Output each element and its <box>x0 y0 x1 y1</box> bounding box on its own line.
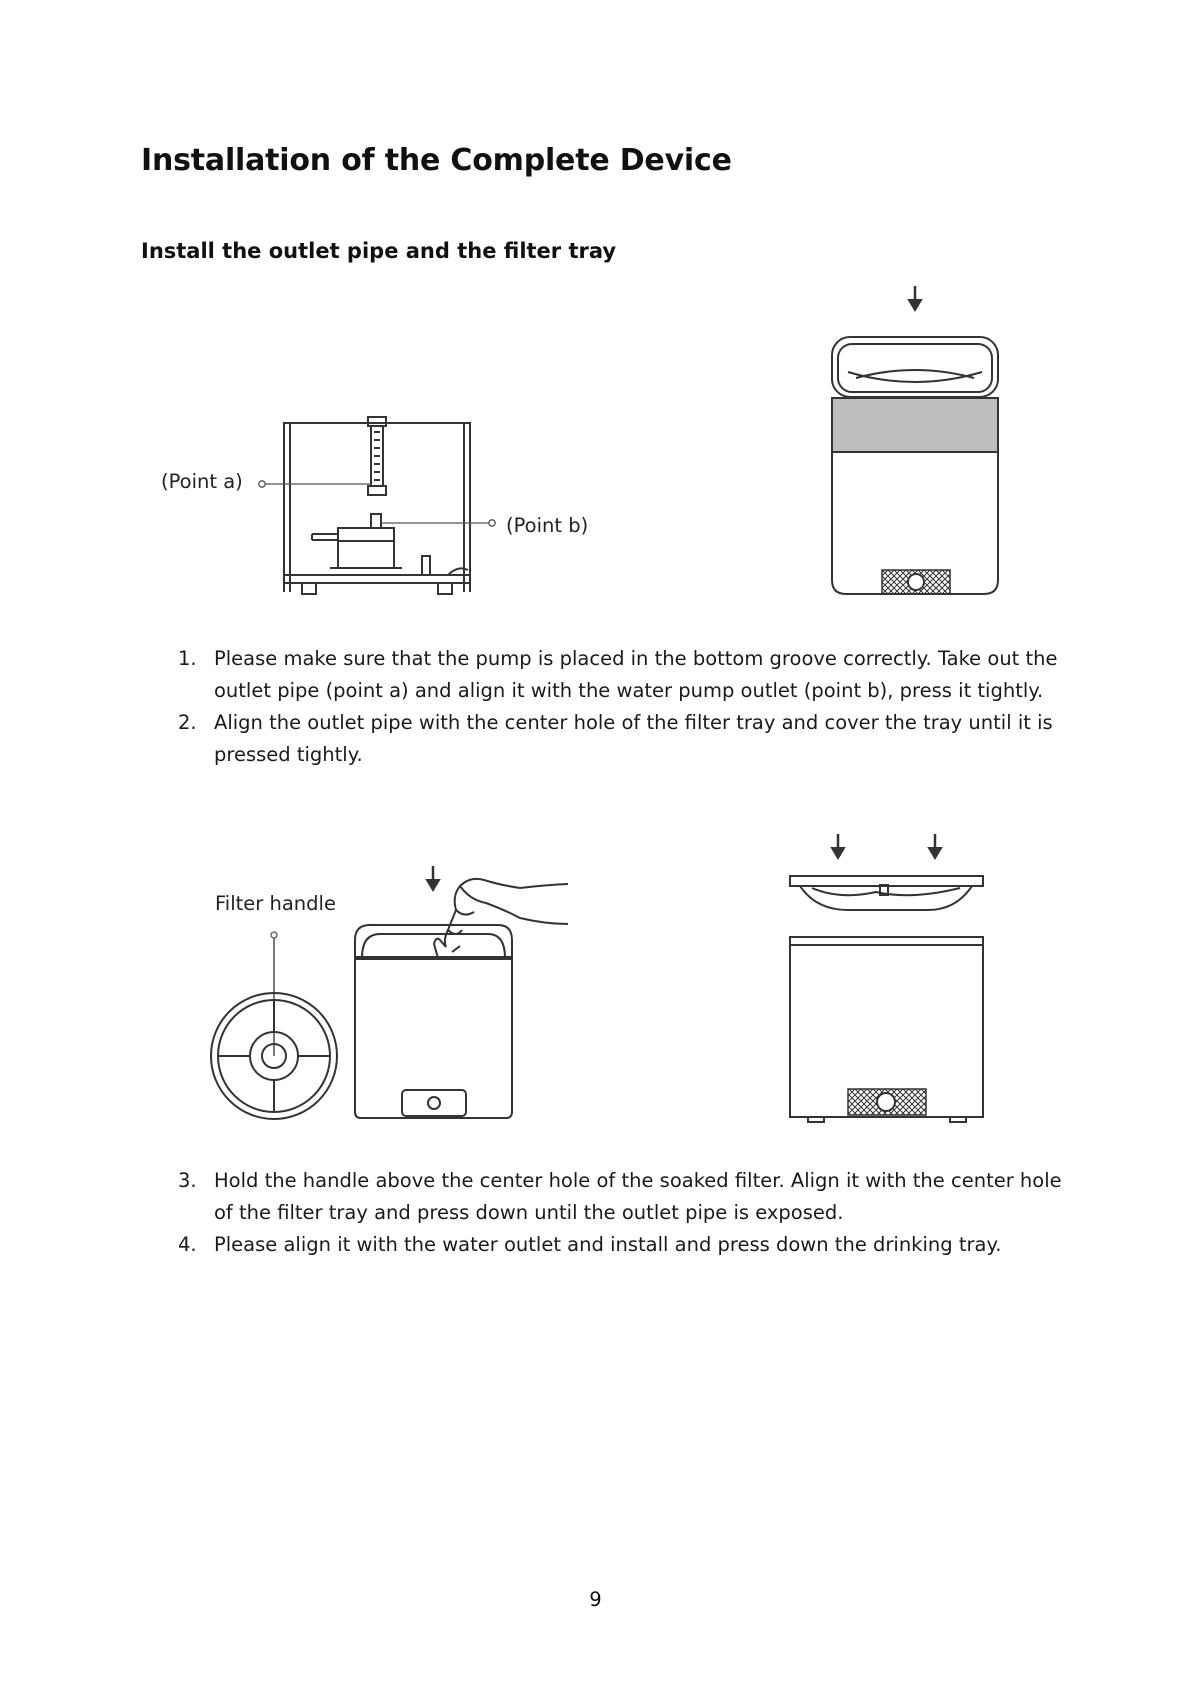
step-number: 4. <box>178 1233 197 1256</box>
filter-handle-label: Filter handle <box>215 892 336 915</box>
page-title: Installation of the Complete Device <box>141 143 732 178</box>
steps-list-2 <box>178 1165 1078 1261</box>
section-heading: Install the outlet pipe and the filter tray <box>141 239 617 263</box>
step-text: Hold the handle above the center hole of the soaked filter. Align it with the center hole of the filter tray and press down until the outlet pipe is exposed. <box>214 1169 1062 1224</box>
list-item <box>178 1165 1078 1229</box>
list-item <box>178 1229 1078 1261</box>
step-text: Please align it with the water outlet and install and press down the drinking tray. <box>214 1233 1002 1256</box>
step-text: Align the outlet pipe with the center hole of the filter tray and cover the tray until it is pressed tightly. <box>214 711 1053 766</box>
step-number: 2. <box>178 711 197 734</box>
point-a-label: (Point a) <box>161 470 243 493</box>
step-text: Please make sure that the pump is placed in the bottom groove correctly. Take out the outlet pipe (point a) and align it with the water pump outlet (point b), press it tightly. <box>214 647 1058 702</box>
step-number: 1. <box>178 647 197 670</box>
point-b-label: (Point b) <box>506 514 589 537</box>
step-number: 3. <box>178 1169 197 1192</box>
page-number: 9 <box>589 1588 602 1611</box>
